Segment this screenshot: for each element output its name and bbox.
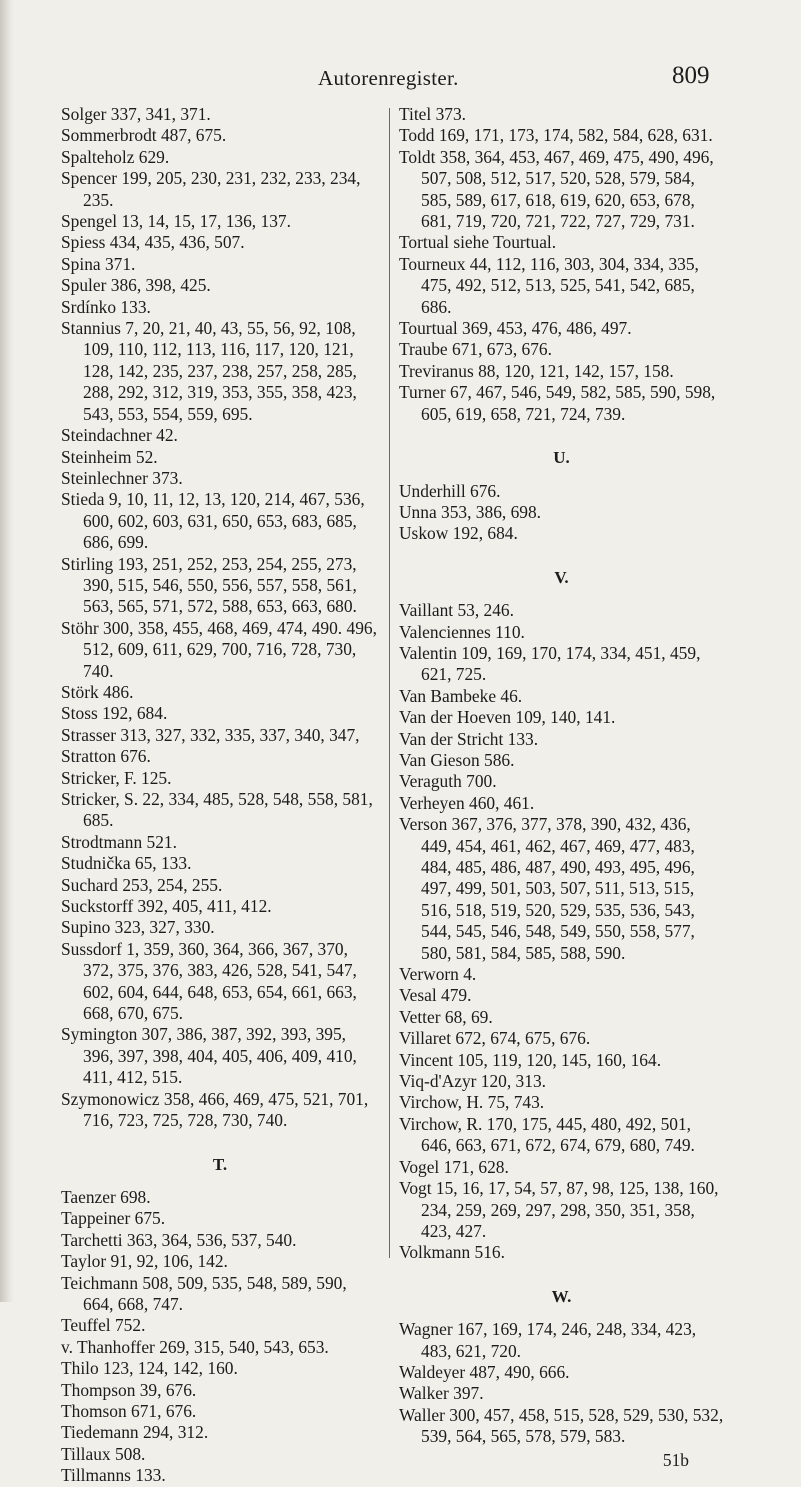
column-divider — [389, 108, 390, 1258]
index-section-u — [399, 481, 724, 545]
page-header — [0, 62, 801, 92]
index-entry: Srdínko 133. — [61, 296, 151, 317]
index-entry: Villaret 672, 674, 675, 676. — [399, 1028, 591, 1049]
index-entry: Spencer 199, 205, 230, 231, 232, 233, 234, 235. — [61, 168, 361, 210]
index-entry: Tourneux 44, 112, 116, 303, 304, 334, 335, 475, 492, 512, 513, 525, 541, 542, 685, 686. — [399, 253, 699, 317]
index-entry: Wagner 167, 169, 174, 246, 248, 334, 423, 483, 621, 720. — [399, 1319, 697, 1361]
index-entry: Teichmann 508, 509, 535, 548, 589, 590, 664, 668, 747. — [61, 1272, 347, 1314]
index-entry: Stirling 193, 251, 252, 253, 254, 255, 273, 390, 515, 546, 550, 556, 557, 558, 561, 563, 565, 571, 572, 588, 653, 663, 680. — [61, 553, 357, 617]
index-entry: Thomson 671, 676. — [61, 1400, 197, 1421]
index-entry: Titel 373. — [399, 104, 467, 124]
index-entry: Sommerbrodt 487, 675. — [61, 125, 227, 146]
index-entry: Vaillant 53, 246. — [399, 600, 514, 621]
index-entry: Strodtmann 521. — [61, 831, 177, 852]
index-entry: Verheyen 460, 461. — [399, 792, 535, 813]
index-entry: Turner 67, 467, 546, 549, 582, 585, 590, 598, 605, 619, 658, 721, 724, 739. — [399, 382, 716, 424]
index-entry: Stöhr 300, 358, 455, 468, 469, 474, 490. 496, 512, 609, 611, 629, 700, 716, 728, 730, 740. — [61, 617, 377, 681]
index-section-w — [399, 1319, 724, 1447]
index-entry: Uskow 192, 684. — [399, 523, 518, 544]
index-entry: Vogel 171, 628. — [399, 1156, 509, 1177]
index-section-t — [61, 1187, 379, 1487]
index-entry: Tappeiner 675. — [61, 1208, 166, 1229]
index-entry: Treviranus 88, 120, 121, 142, 157, 158. — [399, 360, 674, 381]
index-entry: Thilo 123, 124, 142, 160. — [61, 1358, 238, 1379]
index-entry: Stannius 7, 20, 21, 40, 43, 55, 56, 92, 108, 109, 110, 112, 113, 116, 117, 120, 121, 128, 142, 235, 237, 238, 257, 258, 285, 288, 292, 312, 319, 353, 355, 358, 423, 543, 553, 554, 559, 695. — [61, 318, 357, 424]
index-entry: Unna 353, 386, 698. — [399, 501, 542, 522]
index-entry: v. Thanhoffer 269, 315, 540, 543, 653. — [61, 1336, 329, 1357]
index-entry: Waller 300, 457, 458, 515, 528, 529, 530, 532, 539, 564, 565, 578, 579, 583. — [399, 1404, 724, 1447]
index-entry: Spiess 434, 435, 436, 507. — [61, 232, 245, 253]
index-entry: Waldeyer 487, 490, 666. — [399, 1361, 570, 1382]
index-entry: Stricker, S. 22, 334, 485, 528, 548, 558, 581, 685. — [61, 789, 373, 831]
index-entry: Tillaux 508. — [61, 1443, 146, 1464]
index-entry: Volkmann 516. — [399, 1242, 505, 1263]
index-entry: Solger 337, 341, 371. — [61, 104, 211, 124]
index-entry: Stratton 676. — [61, 746, 151, 767]
index-entry: Symington 307, 386, 387, 392, 393, 395, 396, 397, 398, 404, 405, 406, 409, 410, 411, 412, 515. — [61, 1024, 357, 1088]
index-entry: Steinlechner 373. — [61, 467, 183, 488]
index-entry: Veraguth 700. — [399, 771, 497, 792]
index-entry: Todd 169, 171, 173, 174, 582, 584, 628, 631. — [399, 125, 713, 146]
index-entry: Valenciennes 110. — [399, 621, 525, 642]
index-entry: Traube 671, 673, 676. — [399, 339, 552, 360]
running-title: Autorenregister. — [318, 66, 459, 90]
index-section-t-continued — [399, 104, 724, 425]
index-entry: Vogt 15, 16, 17, 54, 57, 87, 98, 125, 138, 160, 234, 259, 269, 297, 298, 350, 351, 358, 423, 427. — [399, 1178, 719, 1241]
index-entry: Tiedemann 294, 312. — [61, 1422, 209, 1443]
page-number: 809 — [672, 62, 710, 89]
index-entry: Underhill 676. — [399, 480, 501, 501]
index-section-v — [399, 600, 724, 1264]
index-entry: Tarchetti 363, 364, 536, 537, 540. — [61, 1229, 297, 1250]
index-entry: Vetter 68, 69. — [399, 1006, 493, 1027]
section-letter-u: U. — [553, 448, 570, 468]
index-entry: Van Bambeke 46. — [399, 685, 523, 706]
index-entry: Studnička 65, 133. — [61, 853, 192, 874]
index-entry: Teuffel 752. — [61, 1315, 146, 1336]
index-section-s — [61, 104, 379, 1132]
index-entry: Störk 486. — [61, 681, 134, 702]
index-entry: Tillmanns 133. — [61, 1465, 166, 1486]
page-spine-shadow — [0, 0, 14, 1302]
index-entry: Virchow, H. 75, 743. — [399, 1092, 545, 1113]
left-column — [61, 104, 379, 1487]
index-entry: Stricker, F. 125. — [61, 767, 172, 788]
index-entry: Verson 367, 376, 377, 378, 390, 432, 436, 449, 454, 461, 462, 467, 469, 477, 483, 484, 485, 486, 487, 490, 493, 495, 496, 497, 499, 501, 503, 507, 511, 513, 515, 516, 518, 519, 520, 529, 535, 536, 543, 544, 545, 546, 548, 549, 550, 558, 577, 580, 581, 584, 585, 588, 590. — [399, 814, 695, 963]
index-entry: Spengel 13, 14, 15, 17, 136, 137. — [61, 211, 291, 232]
index-entry: Van Gieson 586. — [399, 749, 515, 770]
index-entry: Vesal 479. — [399, 985, 472, 1006]
index-entry: Suckstorff 392, 405, 411, 412. — [61, 896, 272, 917]
index-entry: Vincent 105, 119, 120, 145, 160, 164. — [399, 1049, 662, 1070]
index-entry: Thompson 39, 676. — [61, 1379, 197, 1400]
index-entry: Walker 397. — [399, 1383, 484, 1404]
section-letter-v: V. — [554, 567, 569, 587]
index-entry: Stieda 9, 10, 11, 12, 13, 120, 214, 467, 536, 600, 602, 603, 631, 650, 653, 683, 685, 686, 699. — [61, 489, 365, 553]
index-entry: Steindachner 42. — [61, 425, 178, 446]
index-entry: Taenzer 698. — [61, 1186, 151, 1207]
index-entry: Van der Stricht 133. — [399, 728, 539, 749]
index-entry: Virchow, R. 170, 175, 445, 480, 492, 501, 646, 663, 671, 672, 674, 679, 680, 749. — [399, 1113, 695, 1156]
section-letter-t: T. — [212, 1154, 228, 1174]
index-entry: Steinheim 52. — [61, 446, 158, 467]
index-entry: Taylor 91, 92, 106, 142. — [61, 1251, 228, 1272]
index-entry: Tourtual 369, 453, 476, 486, 497. — [399, 318, 632, 339]
index-entry: Strasser 313, 327, 332, 335, 337, 340, 347, — [61, 724, 360, 745]
index-entry: Sussdorf 1, 359, 360, 364, 366, 367, 370, 372, 375, 376, 383, 426, 528, 541, 547, 602, 604, 644, 648, 653, 654, 661, 663, 668, 670, 675. — [61, 938, 357, 1024]
index-entry: Szymonowicz 358, 466, 469, 475, 521, 701, 716, 723, 725, 728, 730, 740. — [61, 1088, 369, 1131]
index-entry: Spina 371. — [61, 253, 136, 274]
section-letter-w: W. — [551, 1286, 572, 1306]
index-entry: Spuler 386, 398, 425. — [61, 275, 211, 296]
index-entry: Supino 323, 327, 330. — [61, 917, 215, 938]
index-entry: Toldt 358, 364, 453, 467, 469, 475, 490, 496, 507, 508, 512, 517, 520, 528, 579, 584, 585, 589, 617, 618, 619, 620, 653, 678, 681, 719, 720, 721, 722, 727, 729, 731. — [399, 146, 714, 232]
index-entry: Viq-d'Azyr 120, 313. — [399, 1071, 546, 1092]
index-entry: Tortual siehe Tourtual. — [399, 232, 557, 253]
index-entry: Suchard 253, 254, 255. — [61, 874, 223, 895]
index-entry: Stoss 192, 684. — [61, 703, 168, 724]
right-column — [399, 104, 724, 1471]
signature-mark: 51b — [662, 1449, 689, 1470]
index-entry: Verworn 4. — [399, 964, 477, 985]
index-entry: Valentin 109, 169, 170, 174, 334, 451, 459, 621, 725. — [399, 642, 701, 685]
index-entry: Spalteholz 629. — [61, 146, 170, 167]
index-entry: Van der Hoeven 109, 140, 141. — [399, 707, 616, 728]
